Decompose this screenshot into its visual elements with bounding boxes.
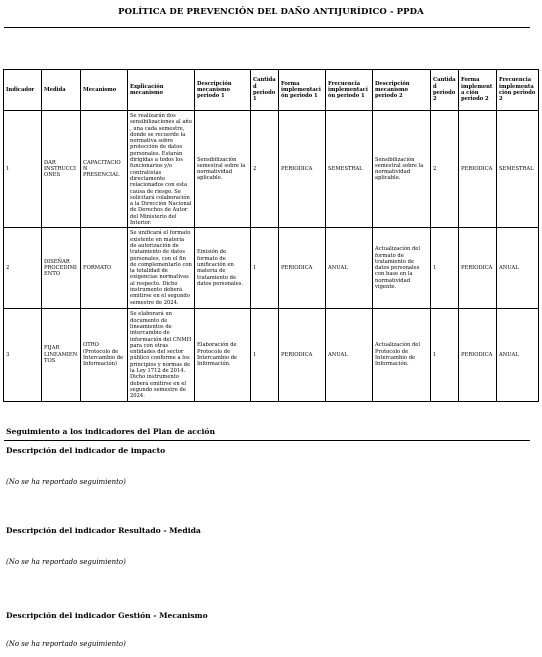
column-header: Cantidad periodo 1 bbox=[251, 70, 279, 111]
table-row bbox=[4, 228, 539, 309]
column-header: Cantidad periodo 2 bbox=[431, 70, 459, 111]
column-header: Explicación mecanismo bbox=[128, 70, 195, 111]
column-header: Medida bbox=[42, 70, 81, 111]
column-header: Forma implementa ción periodo 2 bbox=[459, 70, 497, 111]
cell-mecanismo: OTRO (Protocolo de Intercambio de Información) bbox=[81, 309, 128, 401]
cell-frec-p2: ANUAL bbox=[497, 309, 539, 401]
indicators-table bbox=[3, 69, 539, 402]
cell-mecanismo: FORMATO bbox=[81, 228, 128, 309]
cell-explicacion: Se unificará el formato existente en materia de autorización de tratamiento de datos personales, con el fin de complementarlo con la totalidad de exigencias normativas al respecto. Dicho instrumento deberá emitirse en el segundo semestre de 2024. bbox=[128, 228, 195, 309]
impacto-note: (No se ha reportado seguimiento) bbox=[6, 478, 126, 486]
cell-indicador: 3 bbox=[4, 309, 42, 401]
cell-forma-p1: PERIODICA bbox=[279, 228, 326, 309]
cell-forma-p2: PERIODICA bbox=[459, 228, 497, 309]
impacto-title: Descripción del indicador de impacto bbox=[6, 446, 166, 455]
cell-explicacion: Se elaborará un documento de lineamientos de intercambio de información del CNMH para con otras entidades del sector público conforme a los principios y normas de la Ley 1712 de 2014. Dicho instrumento deberá emitirse en el segundo semestre de 2024. bbox=[128, 309, 195, 401]
cell-indicador: 2 bbox=[4, 228, 42, 309]
cell-desc-p2: Sensibilización semestral sobre la normatividad aplicable. bbox=[373, 111, 431, 228]
seguimiento-title: Seguimiento a los indicadores del Plan de acción bbox=[6, 427, 215, 436]
cell-desc-p1: Emisión de formato de unificación en materia de tratamiento de datos personales. bbox=[195, 228, 251, 309]
cell-cant-p1: 1 bbox=[251, 309, 279, 401]
title-divider bbox=[4, 27, 530, 28]
cell-indicador: 1 bbox=[4, 111, 42, 228]
gestion-note: (No se ha reportado seguimiento) bbox=[6, 640, 126, 648]
cell-forma-p1: PERIODICA bbox=[279, 111, 326, 228]
cell-desc-p2: Actualización del Protocolo de Intercambio de Información. bbox=[373, 309, 431, 401]
cell-desc-p2: Actualización del formato de tratamiento de datos personales con base en la normatividad vigente. bbox=[373, 228, 431, 309]
cell-cant-p2: 1 bbox=[431, 228, 459, 309]
column-header: Mecanismo bbox=[81, 70, 128, 111]
cell-frec-p2: SEMESTRAL bbox=[497, 111, 539, 228]
resultado-note: (No se ha reportado seguimiento) bbox=[6, 558, 126, 566]
column-header: Frecuencia implementa ción periodo 2 bbox=[497, 70, 539, 111]
cell-frec-p1: ANUAL bbox=[326, 228, 373, 309]
document-title: POLÍTICA DE PREVENCIÓN DEL DAÑO ANTIJURÍDICO - PPDA bbox=[118, 7, 424, 17]
cell-explicacion: Se realizarán dos sensibilizaciones al año , una cada semestre, donde se recuerde la normativa sobre protección de datos personales. Estarán dirigidas a todos los funcionarios y/o contratistas directamente relacionados con esta causa de riesgo. Se solicitará colaboración a la Dirección Nacional de Derechos de Autor del Ministerio del Interior. bbox=[128, 111, 195, 228]
cell-forma-p2: PERIODICA bbox=[459, 111, 497, 228]
cell-forma-p1: PERIODICA bbox=[279, 309, 326, 401]
cell-frec-p2: ANUAL bbox=[497, 228, 539, 309]
cell-frec-p1: SEMESTRAL bbox=[326, 111, 373, 228]
cell-medida: DISEÑAR PROCEDIMIENTO bbox=[42, 228, 81, 309]
resultado-title: Descripción del indicador Resultado - Medida bbox=[6, 526, 201, 535]
seguimiento-divider bbox=[4, 440, 530, 441]
column-header: Frecuencia implementación periodo 1 bbox=[326, 70, 373, 111]
table-header-row bbox=[4, 70, 539, 111]
cell-frec-p1: ANUAL bbox=[326, 309, 373, 401]
table-row bbox=[4, 309, 539, 401]
cell-desc-p1: Elaboración de Protocolo de Intercambio de Información. bbox=[195, 309, 251, 401]
gestion-title: Descripción del indicador Gestión - Mecanismo bbox=[6, 611, 208, 620]
column-header: Descripción mecanismo periodo 1 bbox=[195, 70, 251, 111]
column-header: Forma implementación periodo 1 bbox=[279, 70, 326, 111]
cell-mecanismo: CAPACITACION PRESENCIAL bbox=[81, 111, 128, 228]
table-row bbox=[4, 111, 539, 228]
cell-medida: FIJAR LINEAMIENTOS bbox=[42, 309, 81, 401]
cell-forma-p2: PERIODICA bbox=[459, 309, 497, 401]
cell-cant-p1: 2 bbox=[251, 111, 279, 228]
cell-cant-p2: 1 bbox=[431, 309, 459, 401]
column-header: Indicador bbox=[4, 70, 42, 111]
cell-medida: DAR INSTRUCCIONES bbox=[42, 111, 81, 228]
cell-desc-p1: Sensibilización semestral sobre la normatividad aplicable. bbox=[195, 111, 251, 228]
column-header: Descripción mecanismo periodo 2 bbox=[373, 70, 431, 111]
cell-cant-p1: 1 bbox=[251, 228, 279, 309]
cell-cant-p2: 2 bbox=[431, 111, 459, 228]
